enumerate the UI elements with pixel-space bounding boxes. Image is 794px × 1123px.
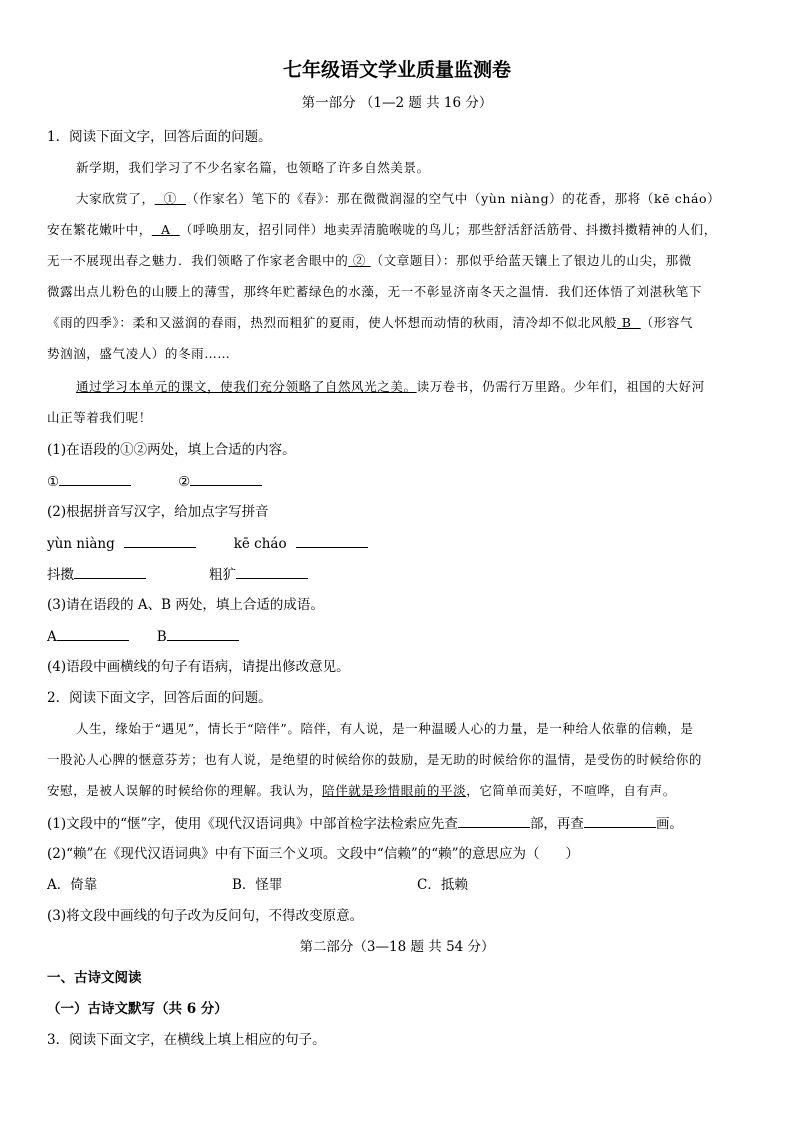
q2-sub3: (3)将文段中画线的句子改为反问句，不得改变原意。 xyxy=(47,908,364,924)
answer-blank[interactable] xyxy=(296,533,368,548)
answer-blank[interactable] xyxy=(236,564,308,579)
passage-text: （形容气 xyxy=(640,315,694,330)
blank-1 xyxy=(155,191,186,206)
dotted-word: 抖擞 xyxy=(47,567,74,583)
answer-label: A xyxy=(47,629,57,645)
q1-sub2-word-row xyxy=(47,564,759,585)
passage-text: （文章题目）：那似乎给蓝天镶上了银边儿的山尖，那微 xyxy=(370,253,692,268)
q1-passage-line xyxy=(47,313,759,333)
q1-passage-line xyxy=(47,251,759,271)
passage-text: 无一不展现出春之魅力．我们领略了作家老舍眼中的 xyxy=(47,253,349,268)
blank-b xyxy=(617,315,641,330)
answer-label: B xyxy=(156,629,167,645)
q1-sub3-answers xyxy=(47,626,759,647)
section-heading: 一、古诗文阅读 xyxy=(47,970,142,986)
answer-label: ① xyxy=(47,474,60,490)
q1-sub1-answers xyxy=(47,471,759,492)
q1-passage-line xyxy=(47,220,759,240)
q1-passage-line xyxy=(76,189,759,209)
question-text: (1)文段中的“惬”字，使用《现代汉语词典》中部首检字法检索应先查 xyxy=(47,816,458,832)
q3-intro: 3．阅读下面文字，在横线上填上相应的句子。 xyxy=(47,1032,326,1048)
blank-b-label: B xyxy=(621,315,632,330)
answer-blank[interactable] xyxy=(74,564,146,579)
exam-title: 七年级语文学业质量监测卷 xyxy=(282,59,511,81)
q1-sub4: (4)语段中画横线的句子有语病，请提出修改意见。 xyxy=(47,659,350,675)
q2-intro: 2．阅读下面文字，回答后面的问题。 xyxy=(47,690,272,706)
passage-text: 安慰，是被人误解的时候给你的理解。我认为， xyxy=(47,783,323,798)
blank-a xyxy=(152,222,180,237)
question-text: (2)“赖”在《现代汉语词典》中有下面三个义项。文段中“信赖”的“赖”的意思应为（ xyxy=(47,846,540,862)
q1-passage-line: 山正等着我们呢！ xyxy=(47,410,152,425)
answer-blank[interactable] xyxy=(190,471,262,486)
answer-blank[interactable] xyxy=(167,626,239,641)
part2-heading: 第二部分（3—18 题 共 54 分） xyxy=(299,939,495,955)
blank-a-label: A xyxy=(160,222,171,237)
answer-label: ② xyxy=(178,474,191,490)
passage-text: 安在繁花嫩叶中， xyxy=(47,222,152,237)
underlined-sentence: 通过学习本单元的课文，使我们充分领略了自然风光之美。 xyxy=(76,379,417,394)
underlined-sentence: 陪伴就是珍惜眼前的平淡 xyxy=(322,783,467,798)
blank-1-label: ① xyxy=(163,191,177,206)
answer-blank[interactable] xyxy=(458,813,530,828)
q1-passage-line: 微露出点儿粉色的山腰上的薄雪，那终年贮蓄绿色的水藻，无一不彰显济南冬天之温情．我们还体悟了刘湛秋笔下 xyxy=(47,284,703,299)
question-text: 画。 xyxy=(655,816,683,832)
part1-heading: 第一部分 （1—2 题 共 16 分） xyxy=(301,95,493,111)
q1-passage-line: 势汹汹，盛气凌人）的冬雨…… xyxy=(47,346,231,361)
answer-blank[interactable] xyxy=(584,813,656,828)
dotted-word: 粗犷 xyxy=(209,567,236,583)
passage-text: 《雨的四季》：柔和又滋润的春雨，热烈而粗犷的夏雨，使人怀想而动情的秋雨，清冷却不似北风般 xyxy=(47,315,618,330)
answer-blank[interactable] xyxy=(124,533,196,548)
answer-blank[interactable] xyxy=(59,471,131,486)
option-c[interactable]: C．抵赖 xyxy=(417,877,468,893)
pinyin: kē cháo xyxy=(233,536,287,552)
q1-sub1: (1)在语段的①②两处，填上合适的内容。 xyxy=(47,442,296,458)
option-a[interactable]: A．倚靠 xyxy=(47,877,98,893)
q2-sub1 xyxy=(47,813,759,834)
q2-passage-line: 人生，缘始于“遇见”，情长于“陪伴”。陪伴，有人说，是一种温暖人心的力量，是一种给人依靠的信赖，是 xyxy=(76,721,694,736)
question-text: ） xyxy=(565,846,580,862)
blank-2 xyxy=(348,253,370,268)
q2-sub2 xyxy=(47,844,759,864)
q1-passage-line xyxy=(76,377,759,397)
subsection-heading: （一）古诗文默写（共 6 分） xyxy=(47,1001,228,1017)
blank-2-label: ② xyxy=(352,253,366,268)
answer-blank[interactable] xyxy=(57,626,129,641)
passage-text: （作家名）笔下的《春》：那在微微润湿的空气中（yùn niàng）的花香，那将（kē cháo） xyxy=(186,191,721,206)
pinyin: yùn niàng xyxy=(47,536,115,552)
passage-text: 大家欣赏了， xyxy=(76,191,155,206)
option-b[interactable]: B．怪罪 xyxy=(232,877,283,893)
q2-options xyxy=(47,875,759,895)
passage-text: 读万卷书，仍需行万里路。少年们，祖国的大好河 xyxy=(416,379,705,394)
q1-sub3: (3)请在语段的 A、B 两处，填上合适的成语。 xyxy=(47,597,324,613)
question-text: 部，再查 xyxy=(529,816,584,832)
q1-intro: 1．阅读下面文字，回答后面的问题。 xyxy=(47,129,272,145)
q1-sub2-pinyin-row xyxy=(47,533,759,554)
q2-passage-line xyxy=(47,781,759,801)
q2-passage-line: 一股沁人心脾的惬意芬芳；也有人说，是绝望的时候给你的鼓励，是无助的时候给你的温情，是受伤的时候给你的 xyxy=(47,752,703,767)
q1-sub2: (2)根据拼音写汉字，给加点字写拼音 xyxy=(47,504,269,520)
passage-text: ，它简单而美好，不喧哗，自有声。 xyxy=(466,783,676,798)
passage-text: （呼唤朋友，招引同伴）地卖弄清脆喉咙的鸟儿；那些舒活舒活筋骨、抖擞抖擞精神的人们， xyxy=(179,222,717,237)
q1-passage-line: 新学期，我们学习了不少名家名篇，也领略了许多自然美景。 xyxy=(76,160,430,175)
